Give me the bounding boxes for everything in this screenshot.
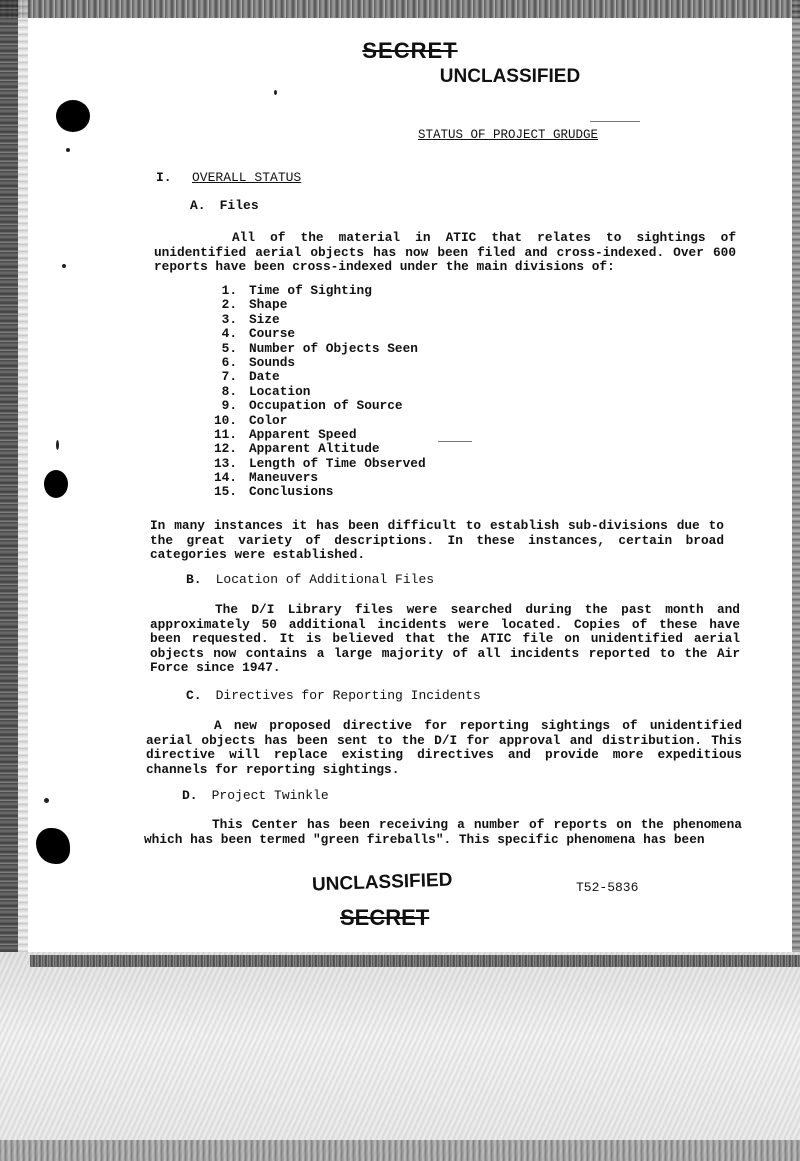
subsection-a-heading: [190, 198, 259, 213]
section-heading: OVERALL STATUS: [192, 170, 302, 185]
subsection-c-heading: [186, 688, 481, 703]
scan-edge-left-shadow: [18, 0, 28, 960]
list-item: 15. Conclusions: [213, 484, 334, 500]
section-number: I.: [156, 170, 172, 185]
subsection-c-title: Directives for Reporting Incidents: [215, 688, 481, 703]
list-item: 3. Size: [221, 311, 280, 327]
subsection-d-title: Project Twinkle: [211, 788, 329, 803]
list-item: 12. Apparent Altitude: [213, 441, 380, 457]
list-item: 2. Shape: [221, 297, 288, 313]
list-item: 6. Sounds: [221, 354, 296, 370]
header-classification-struck: [0, 38, 800, 64]
subsection-b-heading: [186, 572, 434, 587]
subsection-d-label: D.: [182, 788, 198, 803]
list-item: 1. Time of Sighting: [221, 283, 372, 298]
list-item: 4. Course: [221, 326, 296, 342]
list-item: 14. Maneuvers: [213, 470, 319, 486]
document-number: T52-5836: [576, 880, 639, 895]
scan-bottom-edge: [0, 1140, 800, 1161]
speck: [62, 264, 66, 268]
after-list-paragraph: In many instances it has been difficult to establish sub-divisions due to the great variety of descriptions. In these instances, certain broad categories were established.: [150, 518, 724, 562]
footer-classification: UNCLASSIFIED: [311, 869, 453, 896]
subsection-d-paragraph: This Center has been receiving a number of reports on the phenomena which has been termed "green fireballs". This specific phenomena has been: [144, 817, 742, 847]
punch-hole-middle: [44, 470, 68, 498]
subsection-b-paragraph: The D/I Library files were searched during the past month and approximately 50 additional incidents were located. Copies of these have been requested. It is believed that the ATIC file on unidentified aerial objects now contains a large majority of all incidents reported to the Air Force since 1947.: [150, 602, 740, 675]
list-item: 8. Location: [221, 383, 311, 399]
speck: [44, 798, 49, 803]
speck: [66, 148, 70, 152]
scan-edge-right: [792, 0, 800, 960]
scan-bottom-area: [0, 952, 800, 1161]
subsection-a-paragraph: All of the material in ATIC that relates to sightings of unidentified aerial objects has now been filed and cross-indexed. Over 600 reports have been cross-indexed under the main divisions of:: [154, 230, 736, 274]
scan-edge-top: [0, 0, 800, 18]
header-classification: UNCLASSIFIED: [439, 66, 581, 87]
list-item: 7. Date: [221, 369, 280, 385]
list-item: 5. Number of Objects Seen: [221, 340, 418, 356]
speck: [56, 440, 59, 450]
subsection-d-heading: [182, 788, 329, 803]
list-item: 9. Occupation of Source: [221, 398, 403, 414]
subsection-b-label: B.: [186, 572, 202, 587]
speck: [274, 90, 277, 95]
stray-mark: [438, 441, 472, 442]
list-item: 13. Length of Time Observed: [213, 455, 426, 471]
scan-bottom-line: [30, 955, 800, 967]
stray-mark: [590, 121, 640, 122]
subsection-c-label: C.: [186, 688, 202, 703]
list-item: 10. Color: [213, 412, 288, 428]
document-title: STATUS OF PROJECT GRUDGE: [417, 128, 599, 142]
footer-classification-struck: SECRET: [340, 905, 430, 930]
list-item: 11. Apparent Speed: [213, 426, 357, 442]
divisions-list: [205, 284, 426, 500]
struck-secret-text: SECRET: [362, 38, 458, 63]
punch-hole-bottom: [36, 828, 70, 864]
subsection-a-title: Files: [219, 198, 259, 213]
subsection-a-label: A.: [190, 198, 206, 213]
subsection-c-paragraph: A new proposed directive for reporting sightings of unidentified aerial objects has been sent to the D/I for approval and distribution. This directive will replace existing directives and provide more expeditious channels for reporting sightings.: [146, 718, 742, 777]
subsection-b-title: Location of Additional Files: [215, 572, 435, 587]
scan-edge-left: [0, 0, 18, 960]
